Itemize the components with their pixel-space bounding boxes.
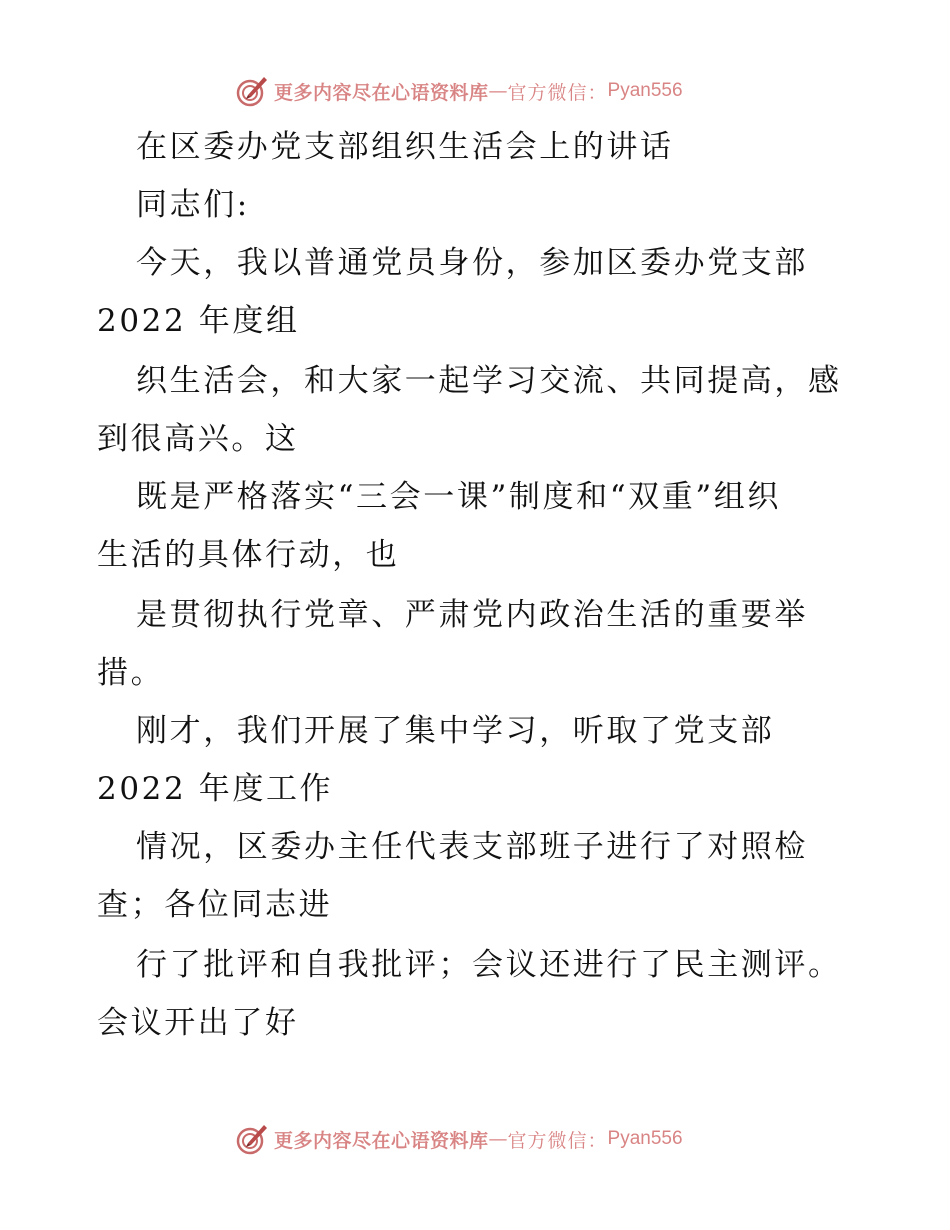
quill-logo-icon — [234, 1121, 270, 1157]
body-line: 行了批评和自我批评；会议还进行了民主测评。 — [136, 947, 842, 983]
watermark-brand-text: 更多内容尽在心语资料库 — [274, 1129, 489, 1152]
body-line: 生活的具体行动，也 — [97, 537, 400, 573]
body-line: 会议开出了好 — [97, 1005, 299, 1041]
watermark-wechat-id: Pyan556 — [607, 1128, 683, 1149]
footer-watermark — [234, 1119, 683, 1159]
body-line: 情况，区委办主任代表支部班子进行了对照检 — [136, 829, 808, 865]
body-line: 既是严格落实“三会一课”制度和“双重”组织 — [136, 479, 781, 515]
body-line: 织生活会，和大家一起学习交流、共同提高，感 — [136, 363, 842, 399]
salutation: 同志们: — [136, 187, 250, 223]
watermark-brand-text: 更多内容尽在心语资料库 — [274, 81, 489, 104]
watermark-dash: — — [488, 80, 508, 102]
document-title: 在区委办党支部组织生活会上的讲话 — [136, 129, 674, 165]
body-line: 是贯彻执行党章、严肃党内政治生活的重要举 — [136, 597, 808, 633]
watermark-dash: — — [488, 1128, 508, 1150]
watermark-label: 官方微信： — [507, 1129, 608, 1152]
body-line: 查；各位同志进 — [97, 887, 333, 923]
body-line: 措。 — [97, 655, 165, 691]
body-line: 刚才，我们开展了集中学习，听取了党支部 — [136, 713, 775, 749]
watermark-wechat-id: Pyan556 — [607, 80, 683, 101]
body-line: 今天，我以普通党员身份，参加区委办党支部 — [136, 245, 808, 281]
watermark-label: 官方微信： — [507, 81, 608, 104]
body-line: 2022 年度组 — [97, 303, 300, 339]
body-line: 2022 年度工作 — [97, 771, 334, 807]
quill-logo-icon — [234, 73, 270, 109]
body-line: 到很高兴。这 — [97, 421, 299, 457]
header-watermark — [234, 71, 683, 111]
